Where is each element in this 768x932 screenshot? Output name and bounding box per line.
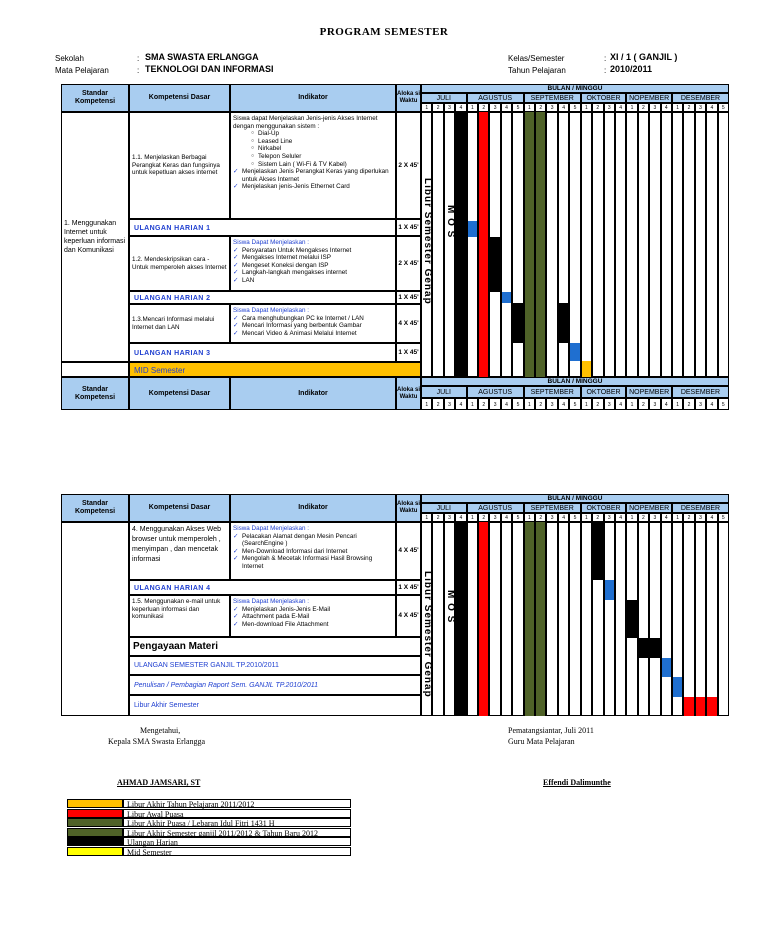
week-column — [592, 112, 603, 377]
week-column — [638, 112, 649, 377]
ulangan-harian-2: ULANGAN HARIAN 2 — [129, 291, 396, 304]
week-column — [649, 522, 660, 716]
week-number: 4 — [615, 398, 626, 410]
schedule-bar — [536, 112, 545, 377]
pengayaan-materi: Pengayaan Materi — [129, 637, 421, 656]
month-header: OKTOBER — [581, 386, 627, 398]
week-number: 3 — [489, 513, 500, 522]
week-number: 3 — [489, 398, 500, 410]
week-column — [718, 112, 729, 377]
legend-label: Mid Semester — [123, 847, 351, 856]
week-number: 3 — [649, 103, 660, 112]
kepala-name: AHMAD JAMSARI, ST — [117, 778, 201, 787]
week-number: 1 — [421, 103, 432, 112]
week-number: 1 — [421, 398, 432, 410]
week-number: 4 — [455, 398, 466, 410]
week-column — [672, 112, 683, 377]
week-column — [467, 112, 478, 377]
mos-vertical: M O S — [444, 589, 456, 624]
schedule-bar — [662, 658, 671, 677]
week-column — [444, 112, 455, 377]
list-item: ✓ Mengakses Internet melalui ISP — [233, 254, 393, 262]
colon: : — [137, 54, 140, 63]
month-header: OKTOBER — [581, 93, 627, 103]
alokasi-uh3: 1 X 45' — [396, 343, 421, 362]
week-column — [638, 522, 649, 716]
week-number: 3 — [649, 513, 660, 522]
week-number: 1 — [467, 103, 478, 112]
week-number: 4 — [455, 513, 466, 522]
week-number: 1 — [467, 513, 478, 522]
mid-semester-row: MID Semester — [129, 362, 421, 377]
tahun-label: Tahun Pelajaran — [508, 66, 566, 75]
tempat-tanggal: Pematangsiantar, Juli 2011 — [508, 726, 594, 735]
week-column — [501, 112, 512, 377]
week-number: 4 — [501, 103, 512, 112]
week-number: 1 — [467, 398, 478, 410]
kepala-sekolah: Kepala SMA Swasta Erlangga — [108, 737, 206, 746]
week-column — [512, 522, 523, 716]
week-number: 5 — [718, 103, 729, 112]
kompetensi-1-1: 1.1. Menjelaskan Berbagai Perangkat Keras dan fungsinya untuk kepetluan akses internet — [129, 112, 230, 219]
schedule-bar — [593, 522, 602, 580]
legend-label: Libur Akhir Puasa / Lebaran Idul Fitri 1431 H — [123, 818, 351, 827]
indikator-1-3 — [230, 304, 396, 343]
week-number: 1 — [672, 103, 683, 112]
alokasi-3: 4 X 45' — [396, 304, 421, 343]
month-header: JULI — [421, 386, 467, 398]
legend-label: Libur Awal Puasa — [123, 809, 351, 818]
month-header: DESEMBER — [672, 93, 729, 103]
month-header: NOPEMBER — [626, 503, 672, 513]
list-item: ○ Sistem Lain ( Wi-Fi & TV Kabel) — [251, 161, 393, 169]
week-column — [558, 522, 569, 716]
week-column — [501, 522, 512, 716]
schedule-bar — [456, 522, 465, 716]
indikator-4 — [230, 522, 396, 580]
week-number: 4 — [501, 398, 512, 410]
week-column — [706, 522, 717, 716]
mapel-label: Mata Pelajaran — [55, 66, 109, 75]
schedule-bar — [456, 112, 465, 377]
week-number: 2 — [683, 513, 694, 522]
alokasi-uh2: 1 X 45' — [396, 291, 421, 304]
header-alokasi: Aloka si Waktu — [396, 494, 421, 522]
week-number: 5 — [569, 513, 580, 522]
week-column — [546, 112, 557, 377]
list-item: ✓ Langkah-langkah mengakses internet — [233, 269, 393, 277]
header-indikator: Indikator — [230, 494, 396, 522]
schedule-bar — [502, 292, 511, 303]
week-number: 4 — [706, 398, 717, 410]
week-number: 3 — [489, 103, 500, 112]
list-item: ✓ Mengeset Koneksi dengan ISP — [233, 262, 393, 270]
kelas-label: Kelas/Semester — [508, 54, 565, 63]
list-item: ○ Leased Line — [251, 138, 393, 146]
header-alokasi: Aloka si Waktu — [396, 377, 421, 410]
colon: : — [604, 66, 607, 75]
schedule-bar — [490, 237, 499, 293]
ulangan-harian-4: ULANGAN HARIAN 4 — [129, 580, 396, 595]
schedule-bar — [627, 600, 636, 639]
month-header: DESEMBER — [672, 386, 729, 398]
week-number: 2 — [683, 398, 694, 410]
list-item: ✓ Menjelaskan Jenis-Jenis E-Mail — [233, 606, 393, 614]
mid-blank-cell — [61, 362, 129, 377]
week-number: 1 — [581, 103, 592, 112]
month-header: SEPTEMBER — [524, 503, 581, 513]
libur-akhir-semester: Libur Akhir Semester — [129, 695, 421, 716]
month-header: JULI — [421, 93, 467, 103]
week-column — [432, 112, 443, 377]
week-number: 2 — [432, 398, 443, 410]
header-bulan: BULAN / MINGGU — [421, 494, 729, 503]
alokasi-1: 2 X 45' — [396, 112, 421, 219]
guru-mapel: Guru Mata Pelajaran — [508, 737, 575, 746]
standar-kompetensi-1: 1. Menggunakan Internet untuk keperluan informasi dan Komunikasi — [61, 112, 129, 362]
legend-label: Libur Akhir Semester ganjil 2011/2012 & Tahun Baru 2012 — [123, 828, 351, 837]
week-column — [604, 522, 615, 716]
pembagian-raport: Penulisan / Pembagian Raport Sem. GANJIL TP.2010/2011 — [129, 675, 421, 695]
week-number: 4 — [615, 513, 626, 522]
week-column — [615, 522, 626, 716]
week-number: 2 — [638, 513, 649, 522]
week-number: 5 — [718, 513, 729, 522]
week-number: 2 — [478, 103, 489, 112]
legend-swatch — [67, 818, 123, 827]
list-item: ○ Nirkabel — [251, 145, 393, 153]
week-number: 4 — [615, 103, 626, 112]
legend-swatch — [67, 799, 123, 808]
week-number: 2 — [478, 513, 489, 522]
colon: : — [137, 66, 140, 75]
month-header: SEPTEMBER — [524, 93, 581, 103]
legend-swatch — [67, 809, 123, 818]
week-number: 3 — [649, 398, 660, 410]
week-number: 4 — [501, 513, 512, 522]
week-number: 1 — [626, 103, 637, 112]
week-column — [467, 522, 478, 716]
mapel-value: TEKNOLOGI DAN INFORMASI — [145, 64, 274, 74]
week-column — [661, 522, 672, 716]
week-number: 5 — [512, 103, 523, 112]
ulangan-harian-1: ULANGAN HARIAN 1 — [129, 219, 396, 236]
legend-item — [67, 809, 351, 819]
week-column — [683, 112, 694, 377]
week-number: 2 — [478, 398, 489, 410]
week-number: 3 — [695, 103, 706, 112]
week-column — [718, 522, 729, 716]
month-header: AGUSTUS — [467, 503, 524, 513]
week-column — [546, 522, 557, 716]
list-item: ✓ Attachment pada E-Mail — [233, 613, 393, 621]
week-number: 3 — [604, 398, 615, 410]
week-number: 4 — [661, 513, 672, 522]
week-number: 4 — [661, 398, 672, 410]
week-number: 1 — [626, 513, 637, 522]
schedule-bar — [684, 697, 693, 716]
week-column — [649, 112, 660, 377]
schedule-bar — [673, 677, 682, 696]
week-column — [569, 112, 580, 377]
legend-label: Ulangan Harian — [123, 837, 351, 846]
list-item: ✓ LAN — [233, 277, 393, 285]
week-number: 1 — [672, 398, 683, 410]
week-number: 3 — [604, 103, 615, 112]
week-number: 3 — [444, 103, 455, 112]
header-bulan: BULAN / MINGGU — [421, 84, 729, 93]
week-column — [569, 522, 580, 716]
schedule-bar — [468, 221, 477, 237]
legend-swatch — [67, 847, 123, 856]
list-item: ✓ Menjelaskan Jenis Perangkat Keras yang diperlukan untuk Akses Internet — [233, 168, 393, 183]
kompetensi-1-3: 1.3.Mencari Informasi melalui Internet dan LAN — [129, 304, 230, 343]
indikator-intro: Siswa Dapat Menjelaskan : — [233, 525, 309, 532]
week-number: 5 — [512, 513, 523, 522]
indikator-1-2 — [230, 236, 396, 291]
week-number: 2 — [683, 103, 694, 112]
list-item: ✓ Men-Download Informasi dari Internet — [233, 548, 393, 556]
week-number: 4 — [661, 103, 672, 112]
kompetensi-1-2: 1.2. Mendeskripsikan cara - Untuk memperoleh akses Internet — [129, 236, 230, 291]
month-header: DESEMBER — [672, 503, 729, 513]
month-header: OKTOBER — [581, 503, 627, 513]
week-number: 3 — [546, 513, 557, 522]
list-item: ✓ Pelacakan Alamat dengan Mesin Pencari (SearchEngine ) — [233, 533, 393, 548]
schedule-bar — [479, 522, 488, 716]
week-number: 5 — [569, 398, 580, 410]
alokasi-uh4: 1 X 45' — [396, 580, 421, 595]
legend-item — [67, 818, 351, 828]
indikator-intro: Siswa Dapat Menjelaskan : — [233, 598, 309, 605]
week-column — [615, 112, 626, 377]
schedule-bar — [696, 697, 705, 716]
week-number: 4 — [558, 398, 569, 410]
header-kompetensi: Kompetensi Dasar — [129, 84, 230, 112]
week-number: 2 — [592, 103, 603, 112]
alokasi-2: 2 X 45' — [396, 236, 421, 291]
sekolah-value: SMA SWASTA ERLANGGA — [145, 52, 259, 62]
indikator-intro: Siswa Dapat Menjelaskan : — [233, 239, 309, 246]
week-number: 4 — [706, 103, 717, 112]
week-number: 1 — [626, 398, 637, 410]
week-number: 3 — [444, 398, 455, 410]
week-number: 4 — [558, 103, 569, 112]
week-number: 1 — [581, 513, 592, 522]
month-header: AGUSTUS — [467, 93, 524, 103]
week-number: 3 — [546, 398, 557, 410]
legend-item — [67, 799, 351, 809]
week-number: 1 — [524, 103, 535, 112]
schedule-bar — [559, 303, 568, 343]
alokasi-4: 4 X 45' — [396, 522, 421, 580]
header-alokasi: Aloka si Waktu — [396, 84, 421, 112]
week-number: 2 — [432, 513, 443, 522]
indikator-5 — [230, 595, 396, 637]
schedule-bar — [536, 522, 545, 716]
libur-semester-vertical: Libur Semester Genap — [422, 570, 433, 698]
week-number: 4 — [455, 103, 466, 112]
schedule-bar — [513, 303, 522, 343]
week-number: 5 — [512, 398, 523, 410]
week-number: 3 — [444, 513, 455, 522]
week-number: 2 — [432, 103, 443, 112]
week-column — [489, 522, 500, 716]
week-number: 2 — [638, 103, 649, 112]
schedule-bar — [525, 522, 534, 716]
list-item: ✓ Mengolah & Mecetak Informasi Hasil Browsing Internet — [233, 555, 393, 570]
header-indikator: Indikator — [230, 84, 396, 112]
week-column — [432, 522, 443, 716]
legend-swatch — [67, 837, 123, 846]
list-item: ✓ Persyaratan Untuk Mengakses Internet — [233, 247, 393, 255]
week-number: 2 — [535, 103, 546, 112]
kompetensi-4: 4. Menggunakan Akses Web browser untuk memperoleh , menyimpan , dan mencetak informasi — [129, 522, 230, 580]
week-number: 3 — [546, 103, 557, 112]
week-number: 1 — [581, 398, 592, 410]
guru-name: Effendi Dalimunthe — [543, 778, 611, 787]
indikator-intro: Siswa dapat Menjelaskan Jenis-jenis Akses Internet dengan menggunakan sistem : — [233, 115, 378, 130]
mengetahui: Mengetahui, — [140, 726, 181, 735]
week-number: 1 — [524, 398, 535, 410]
list-item: ✓ Menjelaskan jenis-Jenis Ethernet Card — [233, 183, 393, 191]
schedule-bar — [479, 112, 488, 377]
indikator-1-1 — [230, 112, 396, 219]
page-title: PROGRAM SEMESTER — [319, 26, 449, 38]
schedule-bar — [570, 343, 579, 362]
header-bulan: BULAN / MINGGU — [421, 377, 729, 386]
schedule-bar — [639, 638, 648, 657]
kelas-value: XI / 1 ( GANJIL ) — [610, 52, 678, 62]
week-number: 2 — [535, 513, 546, 522]
kompetensi-5: 1.5. Menggunakan e-mail untuk keperluan informasi dan komunikasi — [129, 595, 230, 637]
ulangan-semester: ULANGAN SEMESTER GANJIL TP.2010/2011 — [129, 656, 421, 675]
ulangan-harian-3: ULANGAN HARIAN 3 — [129, 343, 396, 362]
schedule-bar — [605, 580, 614, 599]
week-column — [695, 112, 706, 377]
week-number: 3 — [604, 513, 615, 522]
week-number: 4 — [706, 513, 717, 522]
week-column — [604, 112, 615, 377]
legend-item — [67, 828, 351, 838]
week-number: 1 — [421, 513, 432, 522]
colon: : — [604, 54, 607, 63]
week-number: 2 — [592, 398, 603, 410]
header-standar: Standar Kompetensi — [61, 377, 129, 410]
week-number: 3 — [695, 398, 706, 410]
month-header: SEPTEMBER — [524, 386, 581, 398]
week-column — [683, 522, 694, 716]
header-kompetensi: Kompetensi Dasar — [129, 377, 230, 410]
list-item: ✓ Mencari Informasi yang berbentuk Gambar — [233, 322, 393, 330]
month-header: JULI — [421, 503, 467, 513]
week-number: 4 — [558, 513, 569, 522]
legend-item — [67, 847, 351, 857]
legend-swatch — [67, 828, 123, 837]
list-item: ✓ Cara menghubungkan PC ke Internet / LAN — [233, 315, 393, 323]
week-number: 5 — [569, 103, 580, 112]
schedule-bar — [582, 361, 591, 377]
month-header: AGUSTUS — [467, 386, 524, 398]
indikator-intro: Siswa Dapat Menjelaskan : — [233, 307, 309, 314]
header-indikator: Indikator — [230, 377, 396, 410]
libur-semester-vertical: Libur Semester Genap — [422, 178, 433, 305]
standar-blank-cell — [61, 522, 129, 716]
week-column — [706, 112, 717, 377]
schedule-bar — [707, 697, 716, 716]
list-item: ○ Dial-Up — [251, 130, 393, 138]
schedule-bar — [650, 638, 659, 657]
week-number: 2 — [638, 398, 649, 410]
week-number: 1 — [524, 513, 535, 522]
legend-label: Libur Akhir Tahun Pelajaran 2011/2012 — [123, 799, 351, 808]
week-column — [626, 112, 637, 377]
header-standar: Standar Kompetensi — [61, 494, 129, 522]
month-header: NOPEMBER — [626, 386, 672, 398]
schedule-bar — [525, 112, 534, 377]
week-column — [695, 522, 706, 716]
mos-vertical: M O S — [444, 204, 456, 239]
week-number: 1 — [672, 513, 683, 522]
week-column — [581, 522, 592, 716]
schedule-table-1 — [61, 84, 729, 410]
schedule-table-2 — [61, 494, 729, 716]
list-item: ○ Telepon Seluler — [251, 153, 393, 161]
week-number: 2 — [535, 398, 546, 410]
list-item: ✓ Mencari Video & Animasi Melalui Internet — [233, 330, 393, 338]
tahun-value: 2010/2011 — [610, 64, 653, 74]
alokasi-5: 4 X 45' — [396, 595, 421, 637]
week-number: 2 — [592, 513, 603, 522]
alokasi-uh1: 1 X 45' — [396, 219, 421, 236]
legend-item — [67, 837, 351, 847]
week-column — [661, 112, 672, 377]
header-standar: Standar Kompetensi — [61, 84, 129, 112]
sekolah-label: Sekolah — [55, 54, 84, 63]
week-number: 5 — [718, 398, 729, 410]
list-item: ✓ Men-download File Attachment — [233, 621, 393, 629]
month-header: NOPEMBER — [626, 93, 672, 103]
header-kompetensi: Kompetensi Dasar — [129, 494, 230, 522]
week-column — [581, 112, 592, 377]
week-number: 3 — [695, 513, 706, 522]
